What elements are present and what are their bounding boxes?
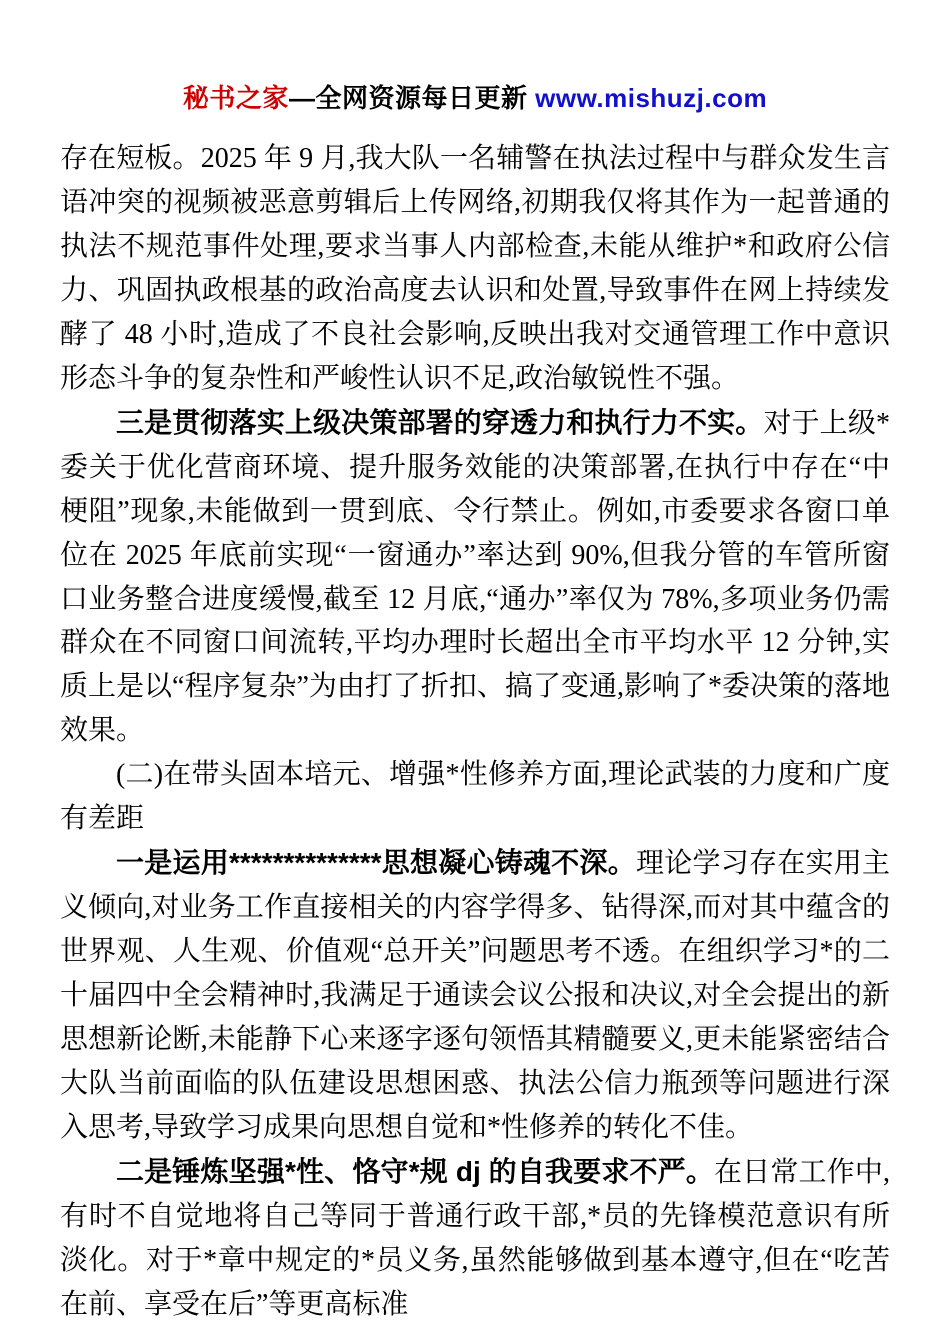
watermark-brand: 秘书之家 bbox=[182, 83, 289, 113]
watermark-site-url[interactable]: www.mishuzj.com bbox=[535, 83, 768, 113]
site-watermark bbox=[60, 0, 890, 115]
paragraph-5-heading: 二是锤炼坚强*性、恪守*规 dj 的自我要求不严。 bbox=[116, 1155, 714, 1187]
paragraph-4-text: 理论学习存在实用主义倾向,对业务工作直接相关的内容学得多、钻得深,而对其中蕴含的世界观、人生观、价值观“总开关”问题思考不透。在组织学习*的二十届四中全会精神时,我满足于通读会议公报和决议,对全会提出的新思想新论断,未能静下心来逐字逐句领悟其精髓要义,更未能紧密结合大队当前面临的队伍建设思想困惑、执法公信力瓶颈等问题进行深入思考,导致学习成果向思想自觉和*性修养的转化不佳。 bbox=[60, 848, 890, 1143]
paragraph-3 bbox=[60, 753, 890, 841]
paragraph-2-heading: 三是贯彻落实上级决策部署的穿透力和执行力不实。 bbox=[116, 406, 764, 438]
document-body bbox=[60, 137, 890, 1327]
paragraph-5 bbox=[60, 1150, 890, 1327]
paragraph-1-text: 存在短板。2025 年 9 月,我大队一名辅警在执法过程中与群众发生言语冲突的视频被恶意剪辑后上传网络,初期我仅将其作为一起普通的执法不规范事件处理,要求当事人内部检查,未能从维护*和政府公信力、巩固执政根基的政治高度去认识和处置,导致事件在网上持续发酵了 48 小时,造成了不良社会影响,反映出我对交通管理工作中意识形态斗争的复杂性和严峻性认识不足,政治敏锐性不强。 bbox=[60, 143, 890, 394]
paragraph-4 bbox=[60, 841, 890, 1150]
paragraph-3-text: (二)在带头固本培元、增强*性修养方面,理论武装的力度和广度有差距 bbox=[60, 759, 890, 835]
paragraph-2-text: 对于上级*委关于优化营商环境、提升服务效能的决策部署,在执行中存在“中梗阻”现象,未能做到一贯到底、令行禁止。例如,市委要求各窗口单位在 2025 年底前实现“一窗通办”率达到 90%,但我分管的车管所窗口业务整合进度缓慢,截至 12 月底,“通办”率仅为 78%,多项业务仍需群众在不同窗口间流转,平均办理时长超出全市平均水平 12 分钟,实质上是以“程序复杂”为由打了折扣、搞了变通,影响了*委决策的落地效果。 bbox=[60, 407, 890, 747]
paragraph-4-heading: 一是运用**************思想凝心铸魂不深。 bbox=[116, 847, 637, 879]
watermark-tagline: —全网资源每日更新 bbox=[288, 83, 536, 113]
paragraph-1 bbox=[60, 137, 890, 401]
paragraph-5-text: 在日常工作中,有时不自觉地将自己等同于普通行政干部,*员的先锋模范意识有所淡化。对于*章中规定的*员义务,虽然能够做到基本遵守,但在“吃苦在前、享受在后”等更高标准 bbox=[60, 1156, 890, 1320]
paragraph-2 bbox=[60, 401, 890, 754]
